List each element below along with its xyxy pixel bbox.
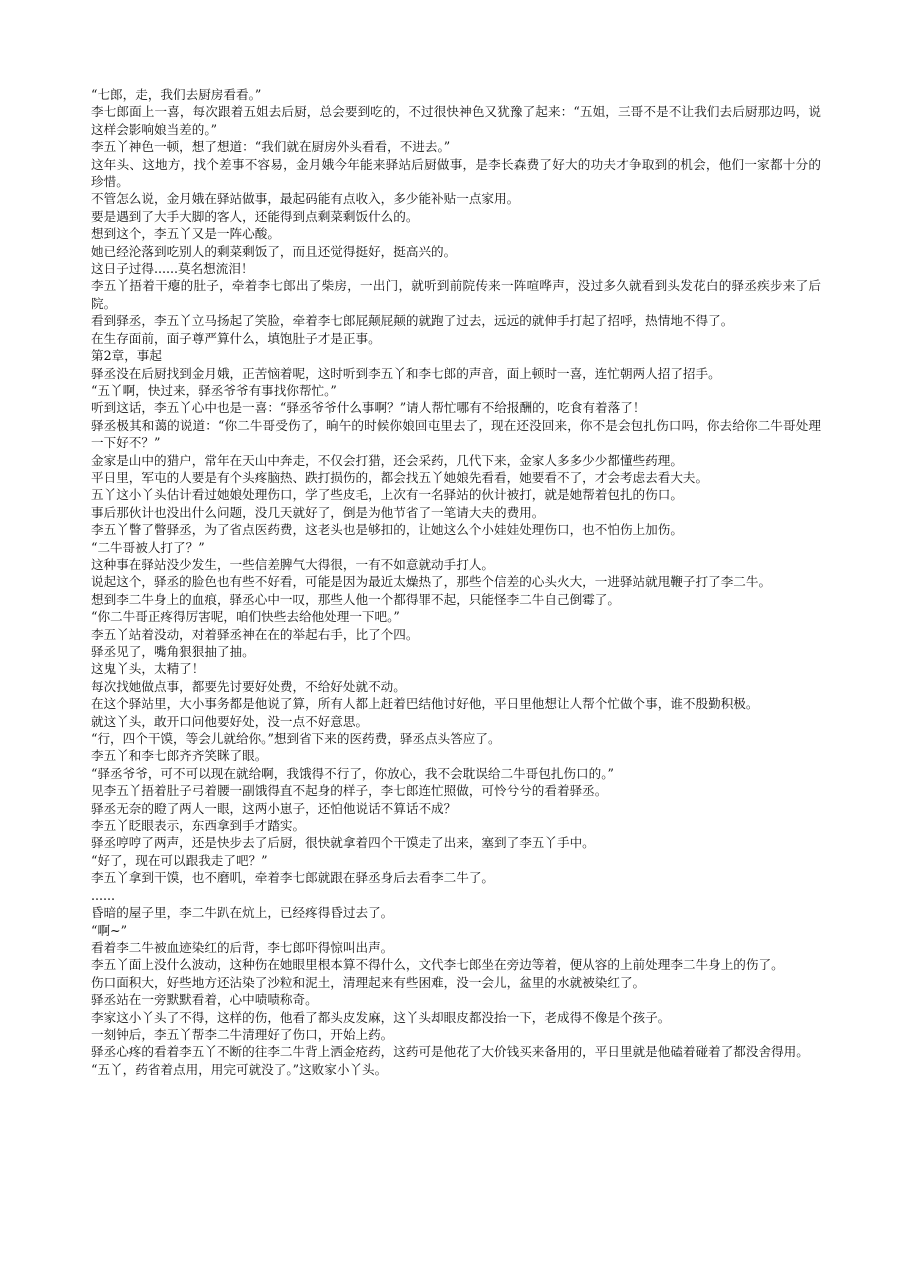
paragraph: 李五丫和李七郎齐齐笑眯了眼。 xyxy=(91,748,268,764)
paragraph: 这鬼丫头，太精了！ xyxy=(91,661,205,677)
paragraph: “二牛哥被人打了？” xyxy=(91,539,205,555)
chapter-heading: 第2章，事起 xyxy=(91,348,162,364)
paragraph: 李五丫瞥了瞥驿丞，为了省点医药费，这老头也是够扣的，让她这么个小娃娃处理伤口，也不怕伤上加伤。 xyxy=(91,522,683,538)
paragraph: 驿丞站在一旁默默看着，心中啧啧称奇。 xyxy=(91,992,318,1008)
text-column xyxy=(91,86,821,1078)
paragraph: 不管怎么说，金月娥在驿站做事，最起码能有点收入，多少能补贴一点家用。 xyxy=(91,191,520,207)
paragraph: “行，四个干馍，等会儿就给你。”想到省下来的医药费，驿丞点头答应了。 xyxy=(91,731,501,747)
paragraph: 李五丫拿到干馍，也不磨叽，牵着李七郎就跟在驿丞身后去看李二牛了。 xyxy=(91,870,494,886)
paragraph: 她已经沦落到吃别人的剩菜剩饭了，而且还觉得挺好，挺高兴的。 xyxy=(91,243,457,259)
paragraph: “驿丞爷爷，可不可以现在就给啊，我饿得不行了，你放心，我不会耽误给二牛哥包扎伤口的。” xyxy=(91,765,614,781)
paragraph: 李家这小丫头了不得，这样的伤，他看了都头皮发麻，这丫头却眼皮都没抬一下，老成得不像是个孩子。 xyxy=(91,1009,671,1025)
paragraph: “五丫，药省着点用，用完可就没了。”这败家小丫头。 xyxy=(91,1061,388,1077)
paragraph: 看着李二牛被血迹染红的后背，李七郎吓得惊叫出声。 xyxy=(91,939,394,955)
paragraph: 听到这话，李五丫心中也是一喜：“驿丞爷爷什么事啊？”请人帮忙哪有不给报酬的，吃食有着落了！ xyxy=(91,400,646,416)
paragraph: “你二牛哥正疼得厉害呢，咱们快些去给他处理一下吧。” xyxy=(91,609,400,625)
paragraph: “啊~” xyxy=(91,922,128,938)
paragraph: 看到驿丞，李五丫立马扬起了笑脸，牵着李七郎屁颠屁颠的就跑了过去，远远的就伸手打起了招呼，热情地不得了。 xyxy=(91,313,734,329)
paragraph: 平日里，军屯的人要是有个头疼脑热、跌打损伤的，都会找五丫她娘先看看，她要看不了，才会考虑去看大夫。 xyxy=(91,469,709,485)
paragraph: 李七郎面上一喜，每次跟着五姐去后厨，总会要到吃的，不过很快神色又犹豫了起来：“五姐，三哥不是不让我们去后厨那边吗，说这样会影响娘当差的。” xyxy=(91,104,821,137)
paragraph: 李五丫站着没动，对着驿丞神在在的举起右手，比了个四。 xyxy=(91,626,419,642)
paragraph: “好了，现在可以跟我走了吧？” xyxy=(91,852,268,868)
paragraph: 驿丞哼哼了两声，还是快步去了后厨，很快就拿着四个干馍走了出来，塞到了李五丫手中。 xyxy=(91,835,595,851)
paragraph: 在生存面前，面子尊严算什么，填饱肚子才是正事。 xyxy=(91,330,381,346)
paragraph: 这日子过得......莫名想流泪！ xyxy=(91,261,254,277)
paragraph: 这年头、这地方，找个差事不容易，金月娥今年能来驿站后厨做事，是李长森费了好大的功夫才争取到的机会，他们一家都十分的珍惜。 xyxy=(91,156,821,190)
paragraph: 要是遇到了大手大脚的客人，还能得到点剩菜剩饭什么的。 xyxy=(91,208,419,224)
paragraph: 五丫这小丫头估计看过她娘处理伤口，学了些皮毛，上次有一名驿站的伙计被打，就是她帮着包扎的伤口。 xyxy=(91,487,683,503)
paragraph: 伤口面积大，好些地方还沾染了沙粒和泥土，清理起来有些困难，没一会儿，盆里的水就被染红了。 xyxy=(91,974,646,990)
paragraph: 李五丫神色一顿，想了想道：“我们就在厨房外头看看，不进去。” xyxy=(91,139,451,155)
paragraph: 在这个驿站里，大小事务都是他说了算，所有人都上赶着巴结他讨好他，平日里他想让人帮个忙做个事，谁不殷勤积极。 xyxy=(91,696,759,712)
paragraph: 想到这个，李五丫又是一阵心酸。 xyxy=(91,226,280,242)
paragraph: 这种事在驿站没少发生，一些信差脾气大得很，一有不如意就动手打人。 xyxy=(91,556,494,572)
paragraph: “五丫啊，快过来，驿丞爷爷有事找你帮忙。” xyxy=(91,382,337,398)
paragraph: 驿丞没在后厨找到金月娥，正苦恼着呢，这时听到李五丫和李七郎的声音，面上顿时一喜，连忙朝两人招了招手。 xyxy=(91,365,721,381)
paragraph: 见李五丫捂着肚子弓着腰一副饿得直不起身的样子，李七郎连忙照做，可怜兮兮的看着驿丞。 xyxy=(91,783,608,799)
paragraph: “七郎，走，我们去厨房看看。” xyxy=(91,87,262,102)
paragraph: 一刻钟后，李五丫帮李二牛清理好了伤口，开始上药。 xyxy=(91,1026,394,1042)
paragraph: 李五丫眨眼表示，东西拿到手才踏实。 xyxy=(91,818,306,834)
paragraph: 每次找她做点事，都要先讨要好处费，不给好处就不动。 xyxy=(91,678,406,694)
paragraph: 驿丞极其和蔼的说道：“你二牛哥受伤了，晌午的时候你娘回屯里去了，现在还没回来，你不是会包扎伤口吗，你去给你二牛哥处理一下好不？” xyxy=(91,417,821,451)
paragraph: 驿丞无奈的瞪了两人一眼，这两小崽子，还怕他说话不算话不成？ xyxy=(91,800,457,816)
paragraph: 事后那伙计也没出什么问题，没几天就好了，倒是为他节省了一笔请大夫的费用。 xyxy=(91,504,545,520)
paragraph: 李五丫捂着干瘪的肚子，牵着李七郎出了柴房，一出门，就听到前院传来一阵喧哗声，没过多久就看到头发花白的驿丞疾步来了后院。 xyxy=(91,278,821,311)
paragraph: 李五丫面上没什么波动，这种伤在她眼里根本算不得什么，文代李七郎坐在旁边等着，便从容的上前处理李二牛身上的伤了。 xyxy=(91,957,784,973)
paragraph: ...... xyxy=(91,887,116,903)
paragraph: 想到李二牛身上的血痕，驿丞心中一叹，那些人他一个都得罪不起，只能怪李二牛自己倒霉了。 xyxy=(91,591,620,607)
paragraph: 金家是山中的猎户，常年在天山中奔走，不仅会打猎，还会采药，几代下来，金家人多多少少都懂些药理。 xyxy=(91,452,683,468)
paragraph: 说起这个，驿丞的脸色也有些不好看，可能是因为最近太燥热了，那些个信差的心头火大，一进驿站就甩鞭子打了李二牛。 xyxy=(91,574,772,590)
paragraph: 昏暗的屋子里，李二牛趴在炕上，已经疼得昏过去了。 xyxy=(91,905,394,921)
paragraph: 驿丞心疼的看着李五丫不断的往李二牛背上洒金疮药，这药可是他花了大价钱买来备用的，平日里就是他磕着碰着了都没舍得用。 xyxy=(91,1044,809,1060)
paragraph: 就这丫头，敢开口问他要好处，没一点不好意思。 xyxy=(91,713,369,729)
paragraph: 驿丞见了，嘴角狠狠抽了抽。 xyxy=(91,644,255,659)
